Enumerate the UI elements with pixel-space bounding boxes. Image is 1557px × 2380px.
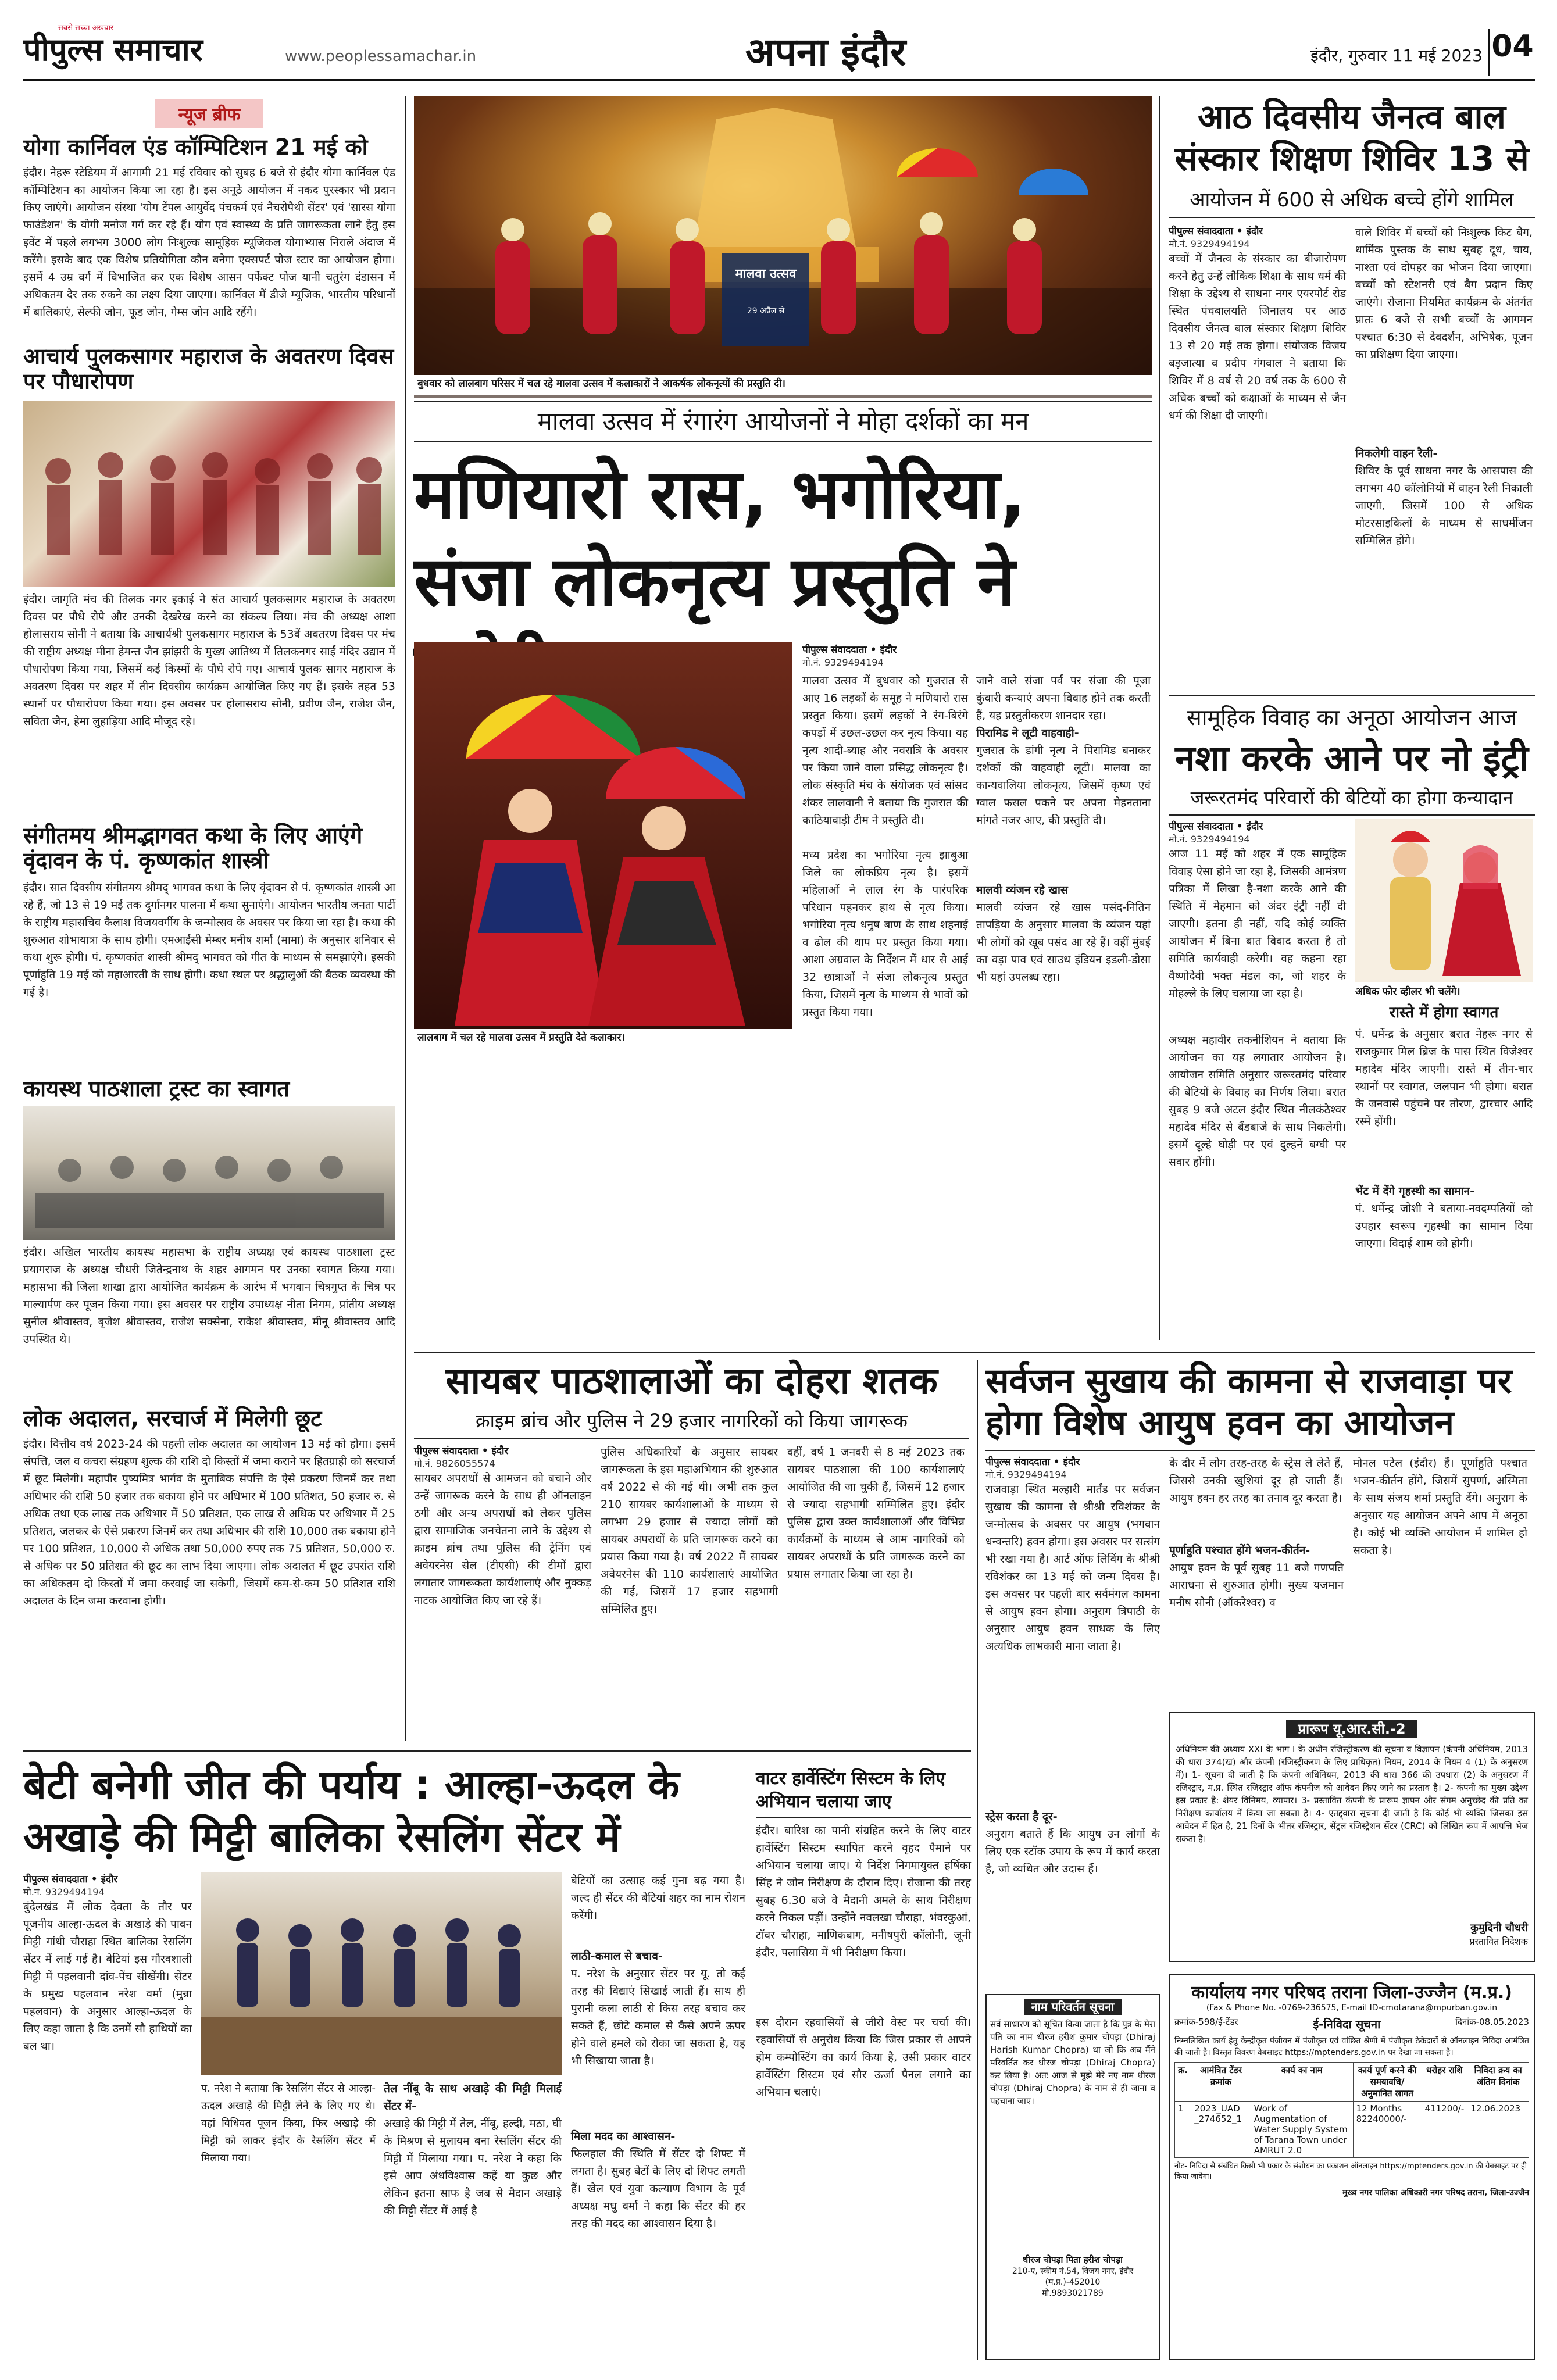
brief-4-body: इंदौर। अखिल भारतीय कायस्थ महासभा के राष्ट्रीय अध्यक्ष एवं कायस्थ पाठशाला ट्रस्ट प्रयागराज के अध्यक्ष चौधरी जितेन्द्रनाथ के शहर आगमन पर उनका स्वागत किया गया। महासभा की जिला शाखा द्वारा आयोजित कार्यक्रम के आरंभ में भगवान चित्रगुप्त के चित्र पर माल्यार्पण कर पूजन किया गया। इस अवसर पर राष्ट्रीय उपाध्यक्ष नीता निगम, प्रांतीय अध्यक्ष सुनील श्रीवास्तव, बृजेश श्रीवास्तव, राजेश सक्सेना, राकेश श्रीवास्तव, मीनू श्रीवास्तव आदि उपस्थित थे।: [23, 1246, 395, 1346]
mass-wedding-story: [1169, 695, 1535, 1346]
jain-rally-title: निकलेगी वाहन रैली-: [1355, 447, 1438, 460]
urc2-signatory: कुमुदिनी चौधरी: [1470, 1922, 1528, 1934]
section-rule-bottom: [23, 1750, 971, 1752]
malwa-bullet-1-title: पिरामिड ने लूटी वाहवाही-: [976, 727, 1079, 739]
wrestling-girls-icon: [201, 1872, 562, 2075]
tender-col-emd: धरोहर राशि: [1422, 2063, 1467, 2102]
havan-mobile: मो.नं. 9329494194: [985, 1469, 1067, 1480]
name-change-mobile: मो.9893021789: [1042, 2289, 1104, 2298]
malwa-col-2: मध्य प्रदेश का भगोरिया नृत्य झाबुआ जिले का लोकप्रिय नृत्य है। इसमें महिलाओं ने लाल रंग के पारंपरिक परिधान पहनकर हाथ से नृत्य किया। भगोरिया नृत्य धनुष बाण के साथ शहनाई व ढोल की थाप पर प्रस्तुत किया गया। आशा अग्रवाल के निर्देशन में धार से आई 32 छात्राओं ने संजा लोकनृत्य प्रस्तुत किया, जिसमें नृत्य के माध्यम से भावों को प्रस्तुत किया गया।: [802, 849, 968, 1019]
tender-ref-no: क्रमांक-598/ई-टेंडर: [1174, 2017, 1238, 2027]
malwa-bullet-2: मालवी व्यंजन रहे खास पसंद-नितिन तापड़िया के अनुसार मालवा के व्यंजन यहां भी लोगों को खूब पसंद आ रहे हैं। वहीं मुंबई का वड़ा पाव एवं साउथ इंडियन इडली-डोसा भी यहां उपलब्ध रहा।: [976, 901, 1151, 984]
akhada-help-title: मिला मदद का आश्वासन-: [571, 2130, 676, 2143]
malwa-bullet-1: गुजरात के डांगी नृत्य ने पिरामिड बनाकर दर्शकों की वाहवाही लूटी। मालवा का कान्यवालिया लोकनृत्य, जिसमें कृष्ण एवं ग्वाल फसल पकने पर अपना मेहनताना मांगते नजर आए, की प्रस्तुति दी।: [976, 744, 1151, 827]
tender-cell: 1: [1175, 2102, 1191, 2158]
akhada-byline: पीपुल्स संवाददाता • इंदौर: [23, 1874, 118, 1885]
column-rule-right: [1159, 96, 1160, 1340]
jain-col-1: बच्चों में जैनत्व के संस्कार का बीजारोपण करने हेतु उन्हें लौकिक शिक्षा के साथ धर्म की शिक्षा के उद्देश्य से साधना नगर एयरपोर्ट रोड स्थित पंचबालयति जिनालय पर आठ दिवसीय जैनत्व बाल संस्कार शिक्षण शिविर 13 से 20 मई तक होगा। संयोजक विजय बड़जात्या व प्रदीप गंगवाल ने बताया कि शिविर में 8 वर्ष से 20 वर्ष तक के 600 से अधिक बच्चों को कक्षाओं के माध्यम से जैन धर्म की शिक्षा दी जाएगी।: [1169, 252, 1346, 422]
havan-byline: पीपुल्स संवाददाता • इंदौर: [985, 1456, 1080, 1468]
cyber-col-2: पुलिस अधिकारियों के अनुसार सायबर जागरूकता के इस महाअभियान की शुरुआत वर्ष 2022 से की गई थी। अभी तक कुल 210 सायबर कार्यशालाओं के माध्यम से लगभग 29 हजार से ज्यादा लोगों को सायबर अपराधों के प्रति जागरूक करने का प्रयास किया गया है। वर्ष 2022 में सायबर अवेयरनेस की 110 कार्यशालाएं आयोजित की गईं, जिसमें 17 हजार सहभागी सम्मिलित हुए।: [601, 1445, 778, 1616]
bride-groom-icon: [1355, 819, 1533, 982]
wedding-couple-illustration: [1355, 819, 1533, 982]
section-rule-middle: [414, 1352, 1535, 1353]
brief-1-body: इंदौर। नेहरू स्टेडियम में आगामी 21 मई रविवार को सुबह 6 बजे से इंदौर योगा कार्निवल एंड कॉम्पिटिशन का आयोजन किया जा रहा है। इस अनूठे आयोजन में नकद पुरस्कार भी प्रदान किए जाएंगे। आयोजन संस्था 'योग टेंपल आयुर्वेद पंचकर्म एवं नैचरोपैथी सेंटर' एवं 'सारस योगा फाउंडेशन' के योगी मनोज गर्ग कर रहे हैं। योग एवं स्वास्थ्य के प्रति जागरूकता लाने हेतु इस इवेंट में पहले लगभग 3000 लोग निःशुल्क सामूहिक म्यूजिकल योगाभ्यास निराले अंदाज में करेंगे। इसके बाद एक विशेष प्रतियोगिता कौन बनेगा एक्सपर्ट पोज स्टार का आयोजन होगा। इसमें 4 उम्र वर्ग में विभाजित कर एक विशेष आसन पर्फेक्ट पोज यानी चतुरंग दंडासन में अधिकतम देर तक रुकने का लक्ष्य दिया जाएगा। कार्निवल में डीजे म्यूजिक, भारतीय परिधानों में बालिकाएं, सेल्फी जोन, फूड जोन, गेम्स जोन आदि रहेंगे।: [23, 166, 395, 319]
brief-2-photo: [23, 401, 395, 587]
akhada-photo-2-caption: अखाड़े की मिट्टी में तेल, नींबू, हल्दी, मठा, घी के मिश्रण से मुलायम बना रेसलिंग सेंटर की मिट्टी में मिलाया गया। प. नरेश ने कहा कि इसे आप अंधविश्वास कहें या कुछ और लेकिन इतना साफ है जब से मैदान अखाड़े की मिट्टी सेंटर में आई है: [384, 2117, 562, 2217]
malwa-bullet-2-title: मालवी व्यंजन रहे खास: [976, 884, 1068, 896]
brief-1-title: योगा कार्निवल एंड कॉम्पिटिशन 21 मई को: [23, 134, 368, 160]
news-brief-column: [23, 96, 395, 1741]
jain-rally: शिविर के पूर्व साधना नगर के आसपास की लगभग 40 कॉलोनियों में वाहन रैली निकाली जाएगी, जिसमें 100 से अधिक मोटरसाइकिलों के माध्यम से साधर्मीजन सम्मिलित होंगे।: [1355, 464, 1533, 547]
malwa-text-block: [802, 642, 1151, 1049]
website: www.peoplessamachar.in: [285, 48, 477, 65]
stress-note: [985, 1808, 1160, 1907]
name-change-signature: धीरज चोपड़ा पिता हरीश चोपड़ा: [1023, 2254, 1123, 2265]
malwa-kicker-box: [414, 401, 1152, 442]
wedding-gift: पं. धर्मेन्द्र जोशी ने बताया-नवदम्पतियों को उपहार स्वरूप गृहस्थी का सामान दिया जाएगा। विदाई शाम को होगी।: [1355, 1202, 1533, 1250]
brief-3-title: संगीतमय श्रीमद्भागवत कथा के लिए आएंगे वृंदावन के पं. कृष्णकांत शास्त्री: [23, 822, 363, 874]
tender-signatory: मुख्य नगर पालिका अधिकारी नगर परिषद तराना, जिला-उज्जैन: [1342, 2188, 1529, 2197]
tender-notice: [1169, 1974, 1535, 2360]
water-body: इंदौर। बारिश का पानी संग्रहित करने के लिए वाटर हार्वेस्टिंग सिस्टम स्थापित करने वृहद पैमाने पर अभियान चलाया जाए। ये निर्देश निगमायुक्त हर्षिका सिंह ने जोन निरीक्षण के दौरान दिए। रोजाना की तरह सुबह 6.30 बजे वे मैदानी अमले के साथ निरीक्षण करने निकल पड़ीं। उन्होंने नवलखा चौराहा, भंवरकुआं, टॉवर चौराहा, माणिकबाग, मनीषपुरी कॉलोनी, जूनी इंदौर, पलासिया में भी निरीक्षण किया।: [756, 1824, 971, 1959]
wedding-gift-title: भेंट में देंगे गृहस्थी का सामान-: [1355, 1185, 1475, 1198]
name-change-title: नाम परिवर्तन सूचना: [990, 1999, 1155, 2014]
dancers-icon: [414, 642, 792, 1049]
tender-cell: 12 Months 82240000/-: [1353, 2102, 1422, 2158]
wedding-byline: पीपुल्स संवाददाता • इंदौर: [1169, 821, 1263, 833]
stress-body: अनुराग बताते हैं कि आयुष उन लोगों के लिए एक स्टॉक उपाय के रूप में कार्य करता है, जो व्यथित और उदास हैं।: [985, 1828, 1160, 1875]
akhada-photo-1-caption: प. नरेश ने बताया कि रेसलिंग सेंटर से आल्हा-ऊदल अखाड़े की मिट्टी लेने के लिए गए थे। वहां विधिवत पूजन किया, फिर अखाड़े की मिट्टी को लाकर इंदौर के रेसलिंग सेंटर में मिलाया गया।: [201, 2082, 376, 2164]
malwa-kicker: मालवा उत्सव में रंगारंग आयोजनों ने मोहा दर्शकों का मन: [537, 407, 1029, 435]
stage-performance-icon: [414, 96, 1152, 395]
stage-banner: मालवा उत्सव: [735, 267, 797, 281]
urc2-title: प्रारूप यू.आर.सी.-2: [1176, 1719, 1528, 1738]
akhada-lathi-title: लाठी-कमाल से बचाव-: [571, 1950, 663, 1963]
urc2-body: अधिनियम की अध्याय XXI के भाग I के अधीन रजिस्ट्रीकरण की सूचना व विज्ञापन (कंपनी अधिनियम, 2013 की धारा 374(ख) और कंपनी (रजिस्ट्रीकरण के लिए प्राधिकृत) नियम, 2014 के नियम 4 (1) के अनुसरण में)। 1- सूचना दी जाती है कि कंपनी अधिनियम, 2013 की धारा 366 की उपधारा (2) के अनुसरण में रजिस्ट्रार, म.प्र. स्थित रजिस्ट्रार ऑफ कंपनीज को आवेदन किए जाने का प्रस्ताव है। 2- कंपनी का मुख्य उद्देश्य इस प्रकार है: शेयर विनिमय, व्यापार। 3- प्रस्तावित कंपनी के प्रारूप ज्ञापन और संगम अनुच्छेद की प्रति का निरीक्षण कार्यालय में किया जा सकता है। 4- एतद्द्वारा सूचना दी जाती है कि कोई भी व्यक्ति जिसका इस आवेदन में हित है, 21 दिनों के भीतर रजिस्ट्रार, सेंट्रल रजिस्ट्रेशन सेंटर (CRC) को लिखित रूप में आपत्ति भेज सकता है।: [1176, 1744, 1528, 1844]
cyber-byline: पीपुल्स संवाददाता • इंदौर: [414, 1445, 509, 1457]
tender-table: [1174, 2062, 1529, 2158]
wedding-road-title: रास्ते में होगा स्वागत: [1389, 1004, 1499, 1022]
akhada-photo-2-caption-title: तेल नींबू के साथ अखाड़े की मिट्टी मिलाई सेंटर में-: [384, 2082, 562, 2113]
column-rule-left: [405, 96, 406, 1741]
wedding-col-1: आज 11 मई को शहर में एक सामूहिक विवाह ऐसा होने जा रहा है, जिसकी आमंत्रण पत्रिका में लिखा है-नशा करके आने की स्थिति में मेहमान को अंदर इंट्री नहीं दी जाएगी। इतना ही नहीं, यदि कोई व्यक्ति आयोजन में बिना बात विवाद करता है तो समिति कार्यवाही करेगी। वह कहना रहा वैष्णोदेवी भक्त मंडल का, जो शहर के मोहल्ले के लिए चलाया जा रहा है।: [1169, 848, 1346, 1000]
tender-cell: 2023_UAD _274652_1: [1191, 2102, 1251, 2158]
cyber-story: [414, 1360, 969, 1744]
paper-name: पीपुल्स समाचार: [23, 31, 203, 68]
paper-tagline: सबसे सच्चा अखबार: [58, 24, 114, 33]
malwa-headline: मणियारो रास, भगोरिया, संजा लोकनृत्य प्रस्तुति ने: [414, 454, 1026, 621]
akhada-lathi: प. नरेश के अनुसार सेंटर पर यू. तो कई तरह की विद्याएं सिखाई जाती हैं। साथ ही पुरानी कला लाठी से किस तरह बचाव कर सकते हैं, छोटे कमाल से कैसे अपने ऊपर होने वाले हमले को रोका जा सकता है, यह भी सिखाया जाता है।: [571, 1967, 745, 2067]
akhada-col-4: बेटियों का उत्साह कई गुना बढ़ गया है। जल्द ही सेंटर की बेटियां शहर का नाम रोशन करेंगी।: [571, 1874, 745, 1922]
urc2-notice: [1169, 1712, 1535, 1962]
water-body-2: इस दौरान रहवासियों से जीरो वेस्ट पर चर्चा की। रहवासियों से अनुरोध किया कि जिस प्रकार से आपने होम कम्पोस्टिंग का कार्य किया है, उसी प्रकार वाटर हार्वेस्टिंग सिस्टम एवं सौर ऊर्जा पैनल लगाने का अभियान चलाएं।: [756, 2016, 971, 2099]
brief-4-photo: [23, 1106, 395, 1240]
havan-purna-title: पूर्णाहुति पश्चात होंगे भजन-कीर्तन-: [1169, 1544, 1310, 1557]
tender-cell: 411200/-: [1422, 2102, 1467, 2158]
masthead: [23, 17, 1535, 81]
malwa-dancers-photo: [414, 642, 792, 1049]
brief-2-title: आचार्य पुलकसागर महाराज के अवतरण दिवस पर पौधारोपण: [23, 343, 394, 395]
date-line: इंदौर, गुरुवार 11 मई 2023: [1310, 46, 1483, 65]
paper-logo: [23, 22, 273, 74]
jain-byline: पीपुल्स संवाददाता • इंदौर: [1169, 226, 1263, 237]
jain-subhead: आयोजन में 600 से अधिक बच्चे होंगे शामिल: [1169, 185, 1535, 218]
wedding-col-2: अध्यक्ष महावीर तकनीशियन ने बताया कि आयोजन का यह लगातार आयोजन है। आयोजन समिति अनुसार जरूरतमंद परिवार की बेटियों के विवाह का निर्णय लिया। बरात सुबह 9 बजे अटल इंदौर स्थित नीलकंठेश्वर महादेव मंदिर से बैंडबाजे के साथ निकलेगी। इसमें दूल्हे घोड़ी पर एवं दुल्हनें बग्घी पर सवार होंगी।: [1169, 1034, 1346, 1169]
tender-intro: निम्नलिखित कार्य हेतु केन्द्रीकृत पंजीयन में पंजीकृत एवं वांछित श्रेणी में पंजीकृत ठेकेदारों से ऑनलाइन निविदा आमंत्रित की जाती है। विस्तृत विवरण वेबसाइट https://mptenders.gov.in पर देखा जा सकता है।: [1174, 2036, 1529, 2057]
tender-cell: 12.06.2023: [1467, 2102, 1529, 2158]
tender-col-last-date: निविदा क्रय का अंतिम दिनांक: [1467, 2063, 1529, 2102]
akhada-col-1: बुंदेलखंड में लोक देवता के तौर पर पूजनीय आल्हा-ऊदल के अखाड़े की पावन मिट्टी गांधी चौराहा स्थित बालिका रेसलिंग सेंटर में लाई गई है। बेटियां इस गौरवशाली मिट्टी में पहलवानी दांव-पेंच सीखेंगी। सेंटर के प्रमुख पहलवान नरेश वर्मा (मुन्ना पहलवान) के अनुसार आल्हा-ऊदल के लिए कहा जाता है कि उनमें सौ हाथियों का बल था।: [23, 1900, 192, 2053]
tender-notice-title: ई-निविदा सूचना: [1313, 2017, 1381, 2031]
water-story: [756, 1767, 971, 2174]
tender-ref-date: दिनांक-08.05.2023: [1455, 2017, 1529, 2027]
top-photo-caption: बुधवार को लालबाग परिसर में चल रहे मालवा उत्सव में कलाकारों ने आकर्षक लोकनृत्यों की प्रस्तुति दी।: [414, 375, 1152, 395]
malwa-mobile: मो.नं. 9329494194: [802, 657, 884, 668]
cyber-mobile: मो.नं. 9826055574: [414, 1457, 495, 1469]
tender-footer: नोट- निविदा से संबंधित किसी भी प्रकार के संशोधन का प्रकाशन ऑनलाइन https://mptenders.gov.in की वेबसाइट पर ही किया जावेगा।: [1174, 2162, 1527, 2181]
news-brief-label: न्यूज ब्रीफ: [23, 99, 395, 128]
page-number: 04: [1488, 29, 1535, 76]
cyber-headline: सायबर पाठशालाओं का दोहरा शतक: [445, 1360, 938, 1403]
akhada-headline: बेटी बनेगी जीत की पर्याय : आल्हा-ऊदल के अखाड़े की मिट्टी बालिका रेसलिंग सेंटर में: [23, 1761, 680, 1861]
wedding-mobile: मो.नं. 9329494194: [1169, 834, 1250, 845]
tender-contact: (Fax & Phone No. -0769-236575, E-mail ID-cmotarana@mpurban.gov.in: [1206, 2003, 1498, 2013]
name-change-body: सर्व साधारण को सूचित किया जाता है कि पुत्र के मेरा पति का नाम धीरज हरीश कुमार चोपड़ा (Dhiraj Harish Kumar Chopra) था जो कि अब मैंने परिवर्तित कर धीरज चोपड़ा (Dhiraj Chopra) कर लिया है। अतः आज से मुझे मेरे नए नाम धीरज चोपड़ा (Dhiraj Chopra) के नाम से ही जाना व पहचाना जाए।: [990, 2019, 1155, 2106]
table-row: [1175, 2102, 1529, 2158]
jain-headline: आठ दिवसीय जैनत्व बाल संस्कार शिक्षण शिविर 13 से: [1174, 97, 1529, 178]
wedding-subhead: जरूरतमंद परिवारों की बेटियों का होगा कन्यादान: [1169, 785, 1535, 816]
brief-5-title: लोक अदालत, सरचार्ज में मिलेगी छूट: [23, 1406, 322, 1432]
brief-2-body: इंदौर। जागृति मंच की तिलक नगर इकाई ने संत आचार्य पुलकसागर महाराज के अवतरण दिवस पर पौधे रोपे और उनकी देखरेख करने का संकल्प लिया। मंच की अध्यक्ष आशा होलासराय सोनी ने बताया कि आचार्यश्री पुलकसागर महाराज के 53वें अवतरण दिवस पर मंच की राष्ट्रीय अध्यक्ष मीना हेमन्त जैन झांझरी के मुख्य आतिथ्य में तिलकनगर साईं मंदिर उद्यान में पौधारोपण किया गया, जिसमें कई किस्मों के पौधे रोपे गए। आचार्य पुलक सागर महाराज के अवतरण दिवस पर शहर में तीन दिवसीय कार्यक्रम आयोजित किए गए हैं। इसके तहत 53 स्थानों पर पौधारोपण किया गया। इस अवसर पर होलासराय सोनी, प्रवीण जैन, राजेश जैन, सविता जैन, हेमा लुहाड़िया आदि मौजूद रहे।: [23, 592, 395, 728]
jain-col-2: वाले शिविर में बच्चों को निःशुल्क किट बैग, धार्मिक पुस्तक के साथ सुबह दूध, चाय, नाश्ता एवं दोपहर का भोजन दिया जाएगा। बच्चों को स्टेशनरी एवं बैग प्रदान किए जाएंगे। रोजाना नियमित कार्यक्रम के अंतर्गत प्रातः 6 बजे से सभी बच्चों के आगमन पश्चात 6:30 से देवदर्शन, अभिषेक, पूजन का प्रशिक्षण दिया जाएगा।: [1355, 226, 1533, 361]
akhada-story: [23, 1759, 750, 2369]
dancers-photo-caption: लालबाग में चल रहे मालवा उत्सव में प्रस्तुति देते कलाकार।: [414, 1029, 792, 1049]
tender-col-tender-no: आमंत्रित टेंडर क्रमांक: [1191, 2063, 1251, 2102]
cyber-subhead: क्राइम ब्रांच और पुलिस ने 29 हजार नागरिकों को किया जागरूक: [414, 1408, 969, 1439]
felicitation-photo-icon: [23, 1106, 395, 1240]
brief-3-body: इंदौर। सात दिवसीय संगीतमय श्रीमद् भागवत कथा के लिए वृंदावन से पं. कृष्णकांत शास्त्री आ रहे हैं, जो 13 से 19 मई तक दुर्गानगर पालना में कथा सुनाएंगे। आयोजन भारतीय जनता पार्टी के राष्ट्रीय महासचिव कैलाश विजयवर्गीय के जन्मोत्सव के अवसर पर किया जा रहा है। कथा की शुरुआत शोभायात्रा के साथ होगी। एमआईसी मेम्बर मनीष शर्मा (मामा) के अनुसार शनिवार से कथा शुरू होगी। पं. कृष्णकांत शास्त्री श्रीमद् भागवत को गीत के माध्यम से समझाएंगे। इसकी पूर्णाहुति 19 मई को महाआरती के साथ होगी। कथा स्थल पर श्रद्धालुओं की बैठक व्यवस्था की गई है।: [23, 881, 395, 999]
akhada-help: फिलहाल की स्थिति में सेंटर दो शिफ्ट में लगता है। सुबह बेटों के लिए दो शिफ्ट लगती हैं। खेल एवं युवा कल्याण विभाग के पूर्व अध्यक्ष मधु वर्मा ने कहा कि सेंटर की हर तरह की मदद का आश्वासन दिया है।: [571, 2147, 745, 2230]
column-rule-cyber: [977, 1360, 978, 2360]
havan-col-3: मोनल पटेल (इंदौर) हैं। पूर्णाहुति पश्चात भजन-कीर्तन होंगे, जिसमें सुपर्णा, अस्मिता के साथ संजय शर्मा प्रस्तुति देंगे। अनुराग के अनुसार यह आयोजन अपने आप में अनूठा है। कोई भी व्यक्ति आयोजन में शामिल हो सकता है।: [1353, 1457, 1527, 1557]
tender-title: कार्यालय नगर परिषद तराना जिला-उज्जैन (म.प्र.): [1191, 1982, 1512, 2003]
wedding-photo-caption: अधिक फोर व्हीलर भी चलेंगे।: [1355, 986, 1460, 998]
name-change-notice: [985, 1994, 1160, 2360]
malwa-col-3: जाने वाले संजा पर्व पर संजा की पूजा कुंवारी कन्याएं अपना विवाह होने तक करती हैं, यह प्रस्तुतीकरण शानदार रहा।: [976, 674, 1151, 722]
wedding-headline: नशा करके आने पर नो इंट्री: [1175, 737, 1529, 780]
brief-4-title: कायस्थ पाठशाला ट्रस्ट का स्वागत: [23, 1075, 290, 1102]
havan-col-1: राजवाड़ा स्थित मल्हारी मार्तंड पर सर्वजन सुखाय की कामना से श्रीश्री रविशंकर के जन्मोत्सव के अवसर पर आयुष (भगवान धन्वन्तरि) हवन होगा। इस अवसर पर सत्संग भी रखा गया है। आर्ट ऑफ लिविंग के श्रीश्री रविशंकर का 13 मई को जन्म दिवस है। इस अवसर पर पहली बार सर्वमंगल कामना से आयुष हवन होगा। अनुराग त्रिपाठी के अनुसार आयुष हवन साधक के लिए अत्यधिक लाभकारी माना जाता है।: [985, 1483, 1160, 1653]
tender-col-duration-cost: कार्य पूर्ण करने की समयावधि/ अनुमानित लागत: [1353, 2063, 1422, 2102]
stage-banner-sub: 29 अप्रैल से: [747, 306, 785, 316]
name-change-address: 210-ए, स्कीम नं.54, विजय नगर, इंदौर (म.प्र.)-452010: [1012, 2267, 1134, 2287]
akhada-mobile: मो.नं. 9329494194: [23, 1886, 105, 1897]
tender-cell: Work of Augmentation of Water Supply System of Tarana Town under AMRUT 2.0: [1251, 2102, 1353, 2158]
cyber-col-1: सायबर अपराधों से आमजन को बचाने और उन्हें जागरूक करने के साथ ही ऑनलाइन ठगी और अन्य अपराधों को लेकर पुलिस द्वारा सामाजिक जनचेतना लाने के उद्देश्य से क्राइम ब्रांच तथा पुलिस की ट्रेनिंग एवं अवेयरनेस सेल (टीएसी) की टीमों द्वारा लगातार जागरूकता कार्यशालाएं और नुक्कड़ नाटक आयोजित किए जा रहे हैं।: [414, 1471, 591, 1607]
malwa-top-photo: [414, 96, 1152, 395]
tender-col-sno: क्र.: [1175, 2063, 1191, 2102]
wedding-kicker: सामूहिक विवाह का अनूठा आयोजन आज: [1186, 705, 1517, 730]
havan-col-2: के दौर में लोग तरह-तरह के स्ट्रेस ले लेते हैं, जिससे उनकी खुशियां दूर हो जाती हैं। आयुष हवन हर तरह का तनाव दूर करता है।: [1169, 1457, 1344, 1505]
malwa-col-1: मालवा उत्सव में बुधवार को गुजरात से आए 16 लड़कों के समूह ने मणियारो रास प्रस्तुत किया। इसमें लड़कों ने रंग-बिरंगे कपड़ों में उछल-उछल कर नृत्य किया। यह नृत्य शादी-ब्याह और नवरात्रि के अवसर पर किया जाने वाला प्रसिद्ध लोकनृत्य है। लोक संस्कृति मंच के संयोजक एवं सांसद शंकर लालवानी ने बताया कि गुजरात की काठियावाड़ी टीम ने प्रस्तुति दी।: [802, 674, 968, 827]
water-headline: वाटर हार्वेस्टिंग सिस्टम के लिए अभियान चलाया जाए: [756, 1767, 971, 1818]
havan-purna: आयुष हवन के पूर्व सुबह 11 बजे गणपति आराधना से शुरुआत होगी। मुख्य यजमान मनीष सोनी (ऑकरेश्वर) व: [1169, 1561, 1344, 1609]
jain-mobile: मो.नं. 9329494194: [1169, 238, 1250, 249]
wedding-road: पं. धर्मेन्द्र के अनुसार बरात नेहरू नगर से राजकुमार मिल ब्रिज के पास स्थित विजेश्वर महादेव मंदिर जाएगी। रास्ते में तीन-चार स्थानों पर स्वागत, जलपान भी होगा। बरात के जनवासे पहुंचने पर तोरण, द्वारचार आदि रस्में होंगी।: [1355, 1028, 1533, 1128]
urc2-signatory-role: प्रस्तावित निदेशक: [1469, 1936, 1528, 1947]
section-title: अपना इंदौर: [745, 30, 906, 74]
malwa-byline: पीपुल्स संवाददाता • इंदौर: [802, 644, 897, 656]
tender-col-work: कार्य का नाम: [1251, 2063, 1353, 2102]
akhada-photo: [201, 1872, 562, 2075]
group-photo-icon: [23, 401, 395, 587]
jain-camp-story: [1169, 96, 1535, 619]
cyber-col-3: वहीं, वर्ष 1 जनवरी से 8 मई 2023 तक सायबर पाठशाला की 100 कार्यशालाएं आयोजित की जा चुकी हैं, जिसमें 12 हजार से ज्यादा सहभागी सम्मिलित हुए। इंदौर पुलिस द्वारा उक्त कार्यशालाओं और विभिन्न कार्यक्रमों के माध्यम से आम नागरिकों को सायबर अपराधों के प्रति जागरूक करने का प्रयास लगातार किया जा रहा है।: [787, 1445, 965, 1581]
havan-headline: सर्वजन सुखाय की कामना से राजवाड़ा पर होगा विशेष आयुष हवन का आयोजन: [985, 1361, 1512, 1443]
stress-title: स्ट्रेस करता है दूर-: [985, 1810, 1058, 1823]
brief-5-body: इंदौर। वित्तीय वर्ष 2023-24 की पहली लोक अदालत का आयोजन 13 मई को होगा। इसमें संपत्ति, जल व कचरा संग्रहण शुल्क की राशि दो किस्तों में जमा कराने पर हितग्राही को सरचार्ज में छूट मिलेगी। महापौर पुष्यमित्र भार्गव के मुताबिक संपत्ति के ऐसे प्रकरण जिनमें कर तथा अधिभार की राशि 50 हजार तक बकाया होने पर अधिभार में 100 प्रतिशत, 50 हजार रु. से अधिक तथा एक लाख तक अधिभार में 50 प्रतिशत, एक लाख से अधिक पर अधिभार में 25 प्रतिशत, जलकर के ऐसे प्रकरण जिनमें कर तथा अधिभार की राशि 10,000 तक बकाया होने पर 100 प्रतिशत, 10,000 से अधिक तथा 50,000 रुपए तक 75 प्रतिशत, 50,000 रु. से अधिक पर 50 प्रतिशत की छूट का लाभ दिया जाएगा। लोक अदालत में छूट उपरांत राशि का अधिकतम दो किस्तों में जमा करवाई जा सकेगी, जिसमें कम-से-कम 50 प्रतिशत राशि अदालत के दिन जमा करवाना होगी।: [23, 1438, 395, 1608]
